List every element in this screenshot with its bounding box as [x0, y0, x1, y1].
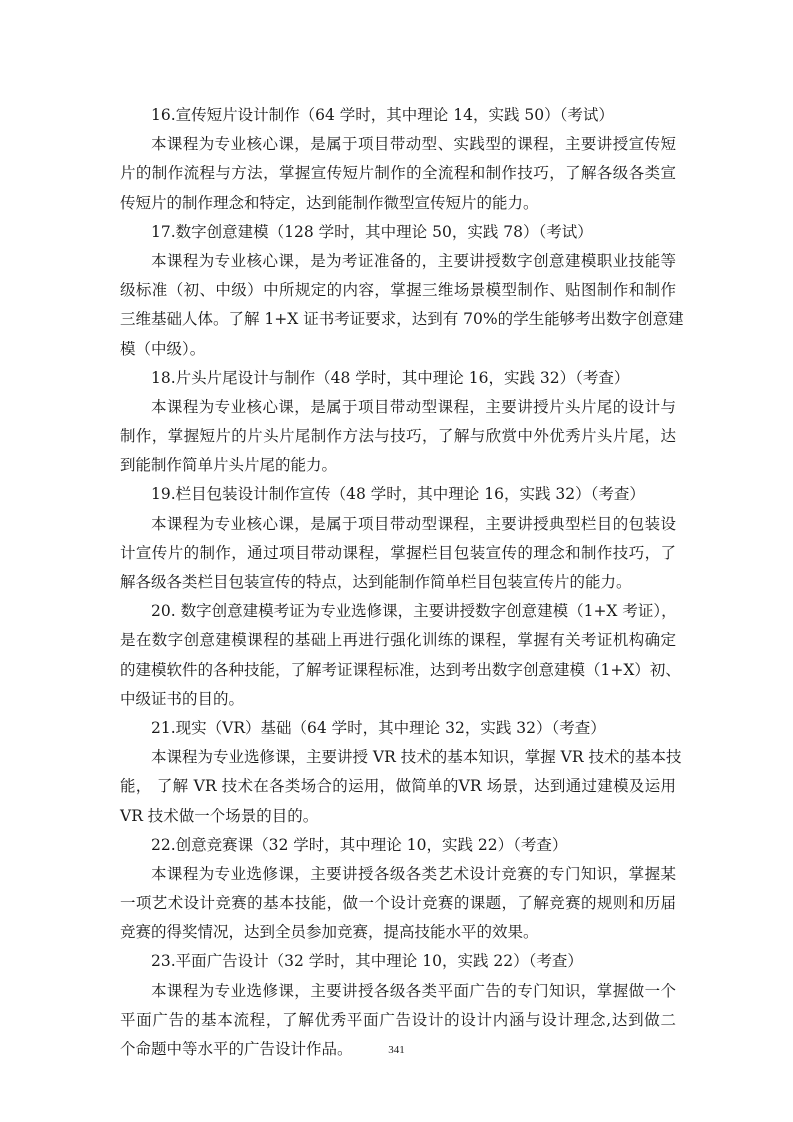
- course-heading: 18.片头片尾设计与制作（48 学时，其中理论 16，实践 32）（考查）: [151, 368, 630, 387]
- paragraph-line: 平面广告的基本流程，了解优秀平面广告设计的设计内涵与设计理念,达到做二: [120, 1010, 676, 1029]
- paragraph-line: 的建模软件的各种技能，了解考证课程标准，达到考出数字创意建模（1+X）初、: [120, 660, 681, 679]
- paragraph-line: 本课程为专业核心课，是属于项目带动型课程，主要讲授片头片尾的设计与: [151, 397, 676, 416]
- course-heading: 16.宣传短片设计制作（64 学时，其中理论 14，实践 50）（考试）: [151, 106, 614, 124]
- paragraph-line: 计宣传片的制作，通过项目带动课程，掌握栏目包装宣传的理念和制作技巧，了: [120, 543, 676, 562]
- paragraph-line: 解各级各类栏目包装宣传的特点，达到能制作简单栏目包装宣传片的能力。: [120, 573, 632, 591]
- course-heading: 22.创意竞赛课（32 学时，其中理论 10，实践 22）（考查）: [151, 835, 568, 854]
- course-section: [120, 597, 681, 714]
- paragraph-line: 片的制作流程与方法，掌握宣传短片制作的全流程和制作技巧，了解各级各类宣: [120, 164, 676, 183]
- paragraph-line: 本课程为专业选修课，主要讲授各级各类艺术设计竞赛的专门知识，掌握某: [151, 864, 676, 883]
- paragraph-line: 本课程为专业核心课，是为考证准备的，主要讲授数字创意建模职业技能等: [151, 251, 676, 270]
- course-heading: 19.栏目包装设计制作宣传（48 学时，其中理论 16，实践 32）（考查）: [151, 485, 645, 504]
- course-section: [120, 364, 676, 481]
- course-section: [120, 101, 676, 218]
- course-section: [120, 218, 684, 364]
- paragraph-line: 到能制作简单片头片尾的能力。: [120, 456, 338, 475]
- paragraph-line: 传短片的制作理念和特定，达到能制作微型宣传短片的能力。: [120, 193, 539, 212]
- paragraph-line: 中级证书的目的。: [120, 689, 245, 708]
- course-heading: 23.平面广告设计（32 学时，其中理论 10，实践 22）（考查）: [151, 952, 583, 971]
- paragraph-line: 本课程为专业选修课，主要讲授各级各类平面广告的专门知识，掌握做一个: [151, 981, 676, 1000]
- paragraph-line: 个命题中等水平的广告设计作品。: [120, 1040, 353, 1058]
- paragraph-line: 20. 数字创意建模考证为专业选修课，主要讲授数字创意建模（1+X 考证），: [151, 602, 677, 621]
- paragraph-line: 三维基础人体。了解 1+X 证书考证要求，达到有 70%的学生能够考出数字创意建: [120, 310, 684, 329]
- course-section: [120, 714, 682, 831]
- paragraph-line: VR 技术做一个场景的目的。: [120, 806, 319, 825]
- paragraph-line: 能， 了解 VR 技术在各类场合的运用，做简单的VR 场景，达到通过建模及运用: [120, 777, 676, 796]
- paragraph-line: 模（中级）。: [120, 339, 206, 358]
- course-heading: 21.现实（VR）基础（64 学时，其中理论 32，实践 32）（考查）: [151, 718, 606, 737]
- paragraph-line: 本课程为专业核心课，是属于项目带动型课程，主要讲授典型栏目的包装设: [151, 514, 676, 533]
- paragraph-line: 一项艺术设计竞赛的基本技能，做一个设计竞赛的课题，了解竞赛的规则和历届: [120, 894, 676, 913]
- paragraph-line: 本课程为专业核心课，是属于项目带动型、实践型的课程，主要讲授宣传短: [151, 135, 676, 154]
- paragraph-line: 制作，掌握短片的片头片尾制作方法与技巧，了解与欣赏中外优秀片头片尾，达: [120, 427, 676, 446]
- course-heading: 17.数字创意建模（128 学时，其中理论 50，实践 78）（考试）: [151, 222, 593, 241]
- course-section: [120, 831, 676, 948]
- page-number: 341: [388, 1044, 405, 1056]
- document-body: [120, 101, 684, 1064]
- paragraph-line: 竞赛的得奖情况，达到全员参加竞赛，提高技能水平的效果。: [120, 923, 539, 942]
- course-section: [120, 480, 676, 597]
- paragraph-line: 是在数字创意建模课程的基础上再进行强化训练的课程，掌握有关考证机构确定: [120, 631, 676, 650]
- paragraph-line: 本课程为专业选修课，主要讲授 VR 技术的基本知识，掌握 VR 技术的基本技: [151, 748, 682, 767]
- paragraph-line: 级标准（初、中级）中所规定的内容，掌握三维场景模型制作、贴图制作和制作: [120, 281, 676, 300]
